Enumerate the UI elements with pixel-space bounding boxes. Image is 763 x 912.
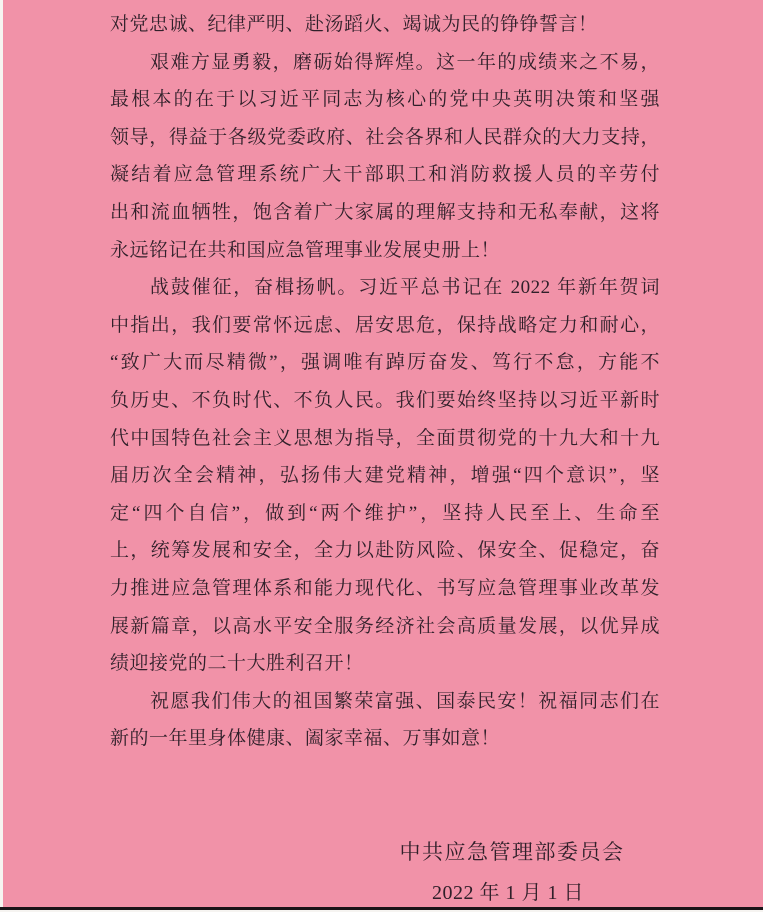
letter-line: 中指出，我们要常怀远虑、居安思危，保持战略定力和耐心， <box>110 314 660 336</box>
letter-line: 负历史、不负时代、不负人民。我们要始终坚持以习近平新时 <box>110 389 660 411</box>
letter-line: 祝愿我们伟大的祖国繁荣富强、国泰民安！祝福同志们在 <box>150 690 660 712</box>
letter-line: 定“四个自信”，做到“两个维护”，坚持人民至上、生命至 <box>110 502 660 524</box>
letter-line: 永远铭记在共和国应急管理事业发展史册上！ <box>110 239 501 261</box>
signature-date: 2022 年 1 月 1 日 <box>432 882 584 904</box>
scan-edge-left <box>0 0 3 908</box>
letter-line: 展新篇章，以高水平安全服务经济社会高质量发展，以优异成 <box>110 615 660 637</box>
letter-line: 出和流血牺牲，饱含着广大家属的理解支持和无私奉献，这将 <box>110 201 660 223</box>
letter-line: 力推进应急管理体系和能力现代化、书写应急管理事业改革发 <box>110 577 660 599</box>
letter-line: 战鼓催征，奋楫扬帆。习近平总书记在 2022 年新年贺词 <box>150 277 660 299</box>
letter-line: “致广大而尽精微”，强调唯有踔厉奋发、笃行不怠，方能不 <box>110 352 660 374</box>
letter-line: 绩迎接党的二十大胜利召开！ <box>110 653 364 675</box>
letter-line: 届历次全会精神，弘扬伟大建党精神，增强“四个意识”，坚 <box>110 465 660 487</box>
letter-line: 对党忠诚、纪律严明、赴汤蹈火、竭诚为民的铮铮誓言！ <box>110 14 598 35</box>
letter-line: 艰难方显勇毅，磨砺始得辉煌。这一年的成绩来之不易， <box>150 51 660 73</box>
letter-line: 上，统筹发展和安全，全力以赴防风险、保安全、促稳定，奋 <box>110 540 660 562</box>
letter-line: 代中国特色社会主义思想为指导，全面贯彻党的十九大和十九 <box>110 427 660 449</box>
letter-body <box>110 6 660 758</box>
letter-line: 最根本的在于以习近平同志为核心的党中央英明决策和坚强 <box>110 89 660 111</box>
letter-line: 领导，得益于各级党委政府、社会各界和人民群众的大力支持， <box>110 126 660 148</box>
letter-line: 凝结着应急管理系统广大干部职工和消防救援人员的辛劳付 <box>110 164 660 186</box>
signature-org: 中共应急管理部委员会 <box>399 840 625 864</box>
letter-line: 新的一年里身体健康、阖家幸福、万事如意！ <box>110 728 501 750</box>
letter-lines <box>110 6 660 758</box>
